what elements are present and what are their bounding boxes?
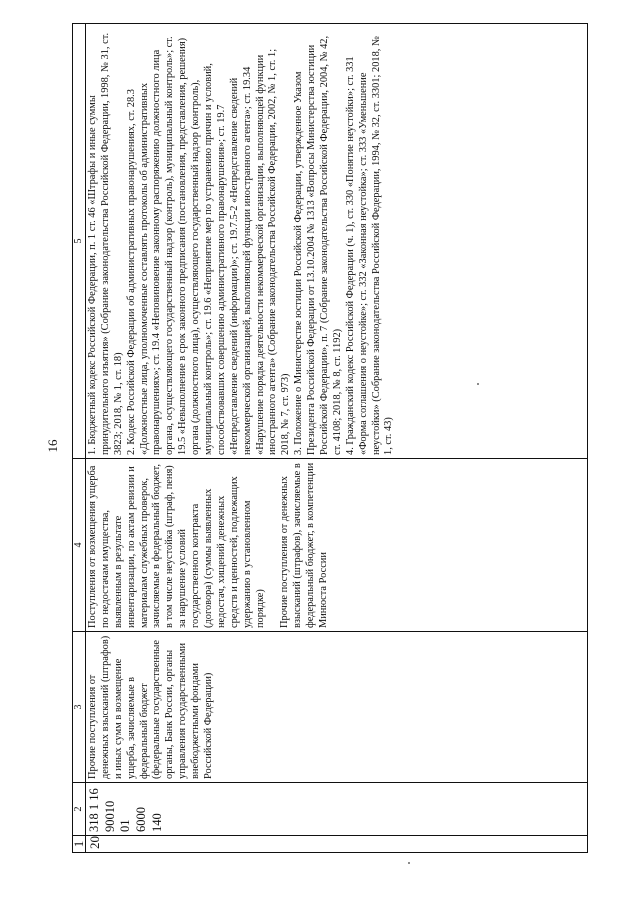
row-number: 20 [86, 836, 588, 853]
income-table [72, 23, 588, 853]
budget-code-part: 90010 01 [102, 800, 133, 832]
header-col-1: 1 [73, 836, 86, 853]
budget-code-part: 6000 140 [133, 807, 164, 832]
header-col-2: 2 [73, 783, 86, 836]
legal-item: 1. Бюджетный кодекс Российской Федерации, п. 1 ст. 46 «Штрафы и иные суммы принудительного изъятия» (Собрание законодательства Российской Федерации, 1998, № 31, ст. 3823; 2018, № 1, ст. 18) [87, 32, 124, 455]
table-row [86, 24, 588, 853]
header-row [73, 24, 86, 853]
budget-code-cell [86, 783, 588, 836]
scan-speck [408, 862, 410, 864]
header-col-5: 5 [73, 24, 86, 459]
rotated-table-container [72, 23, 588, 853]
income-description: Прочие поступления от денежных взысканий (штрафов) и иных сумм в возмещение ущерба, зачисляемые в федеральный бюджет (федеральные государственные органы, Банк России, органы управления государственными внебюджетными фондами Российской Федерации) [86, 632, 588, 783]
legal-item: 3. Положение о Министерстве юстиции Российской Федерации, утвержденное Указом Президента Российской Федерации от 13.10.2004 № 1313 «Вопросы Министерства юстиции Российской Федерации», п. 7 (Собрание законодательства Российской Федерации, 2004, № 42, ст. 4108; 2018, № 8, ст. 1192) [293, 35, 343, 455]
scan-speck [477, 383, 479, 385]
header-col-3: 3 [73, 632, 86, 783]
legal-item: 4. Гражданский кодекс Российской Федерации (ч. 1), ст. 330 «Понятие неустойки»; ст. 331 «Форма соглашения о неустойке»; ст. 332 «Законная неустойка»; ст. 333 «Уменьшение неустойки» (Собрание законодательства Российской Федерации, 1994, № 32, ст. 3301; 2018, № 1, ст. 43) [344, 36, 395, 455]
income-types-cell [86, 459, 588, 632]
legal-basis-cell [86, 24, 588, 459]
legal-item: 2. Кодекс Российской Федерации об административных правонарушениях, ст. 28.3 «Должностные лица, уполномоченные составлять протоколы об административных правонарушениях»; ст. 19.4 «Неповиновение законному распоряжению должностного лица органа, осуществляющего государственный надзор (контроль), муниципальный контроль»; ст. 19.5 «Невыполнение в срок законного предписания (постановления, представления, решения) органа (должностного лица), осуществляющего государственный надзор (контроль), муниципальный контроль»; ст. 19.6 «Непринятие мер по устранению причин и условий, способствовавших совершению административного правонарушения»; ст. 19.7 «Непредставление сведений (информации)»; ст. 19.7.5-2 «Непредставление сведений некоммерческой организацией, выполняющей функции иностранного агента»; ст. 19.34 «Нарушение порядка деятельности некоммерческой организации, выполняющей функции иностранного агента» (Собрание законодательства Российской Федерации, 2002, № 1, ст. 1; 2018, № 7, ст. 973) [125, 36, 292, 455]
income-type-other: Прочие поступления от денежных взысканий (штрафов), зачисляемые в федеральный бюджет, в компетенции Минюста России [279, 462, 330, 628]
page-number: 16 [45, 439, 60, 453]
header-col-4: 4 [73, 459, 86, 632]
budget-code-part: 318 1 16 [87, 788, 101, 832]
income-type-damage: Поступления от возмещения ущерба по недостачам имущества, выявленным в результате инвентаризации, по актам ревизии и материалам служебных проверок, зачисляемые в федеральный бюджет, в том числе неустойка (штраф, пеня) за нарушение условий государственного контракта (договора) (суммы выявленных недостач, хищений денежных средств и ценностей, подлежащих удержанию в установленном порядке) [87, 464, 266, 628]
